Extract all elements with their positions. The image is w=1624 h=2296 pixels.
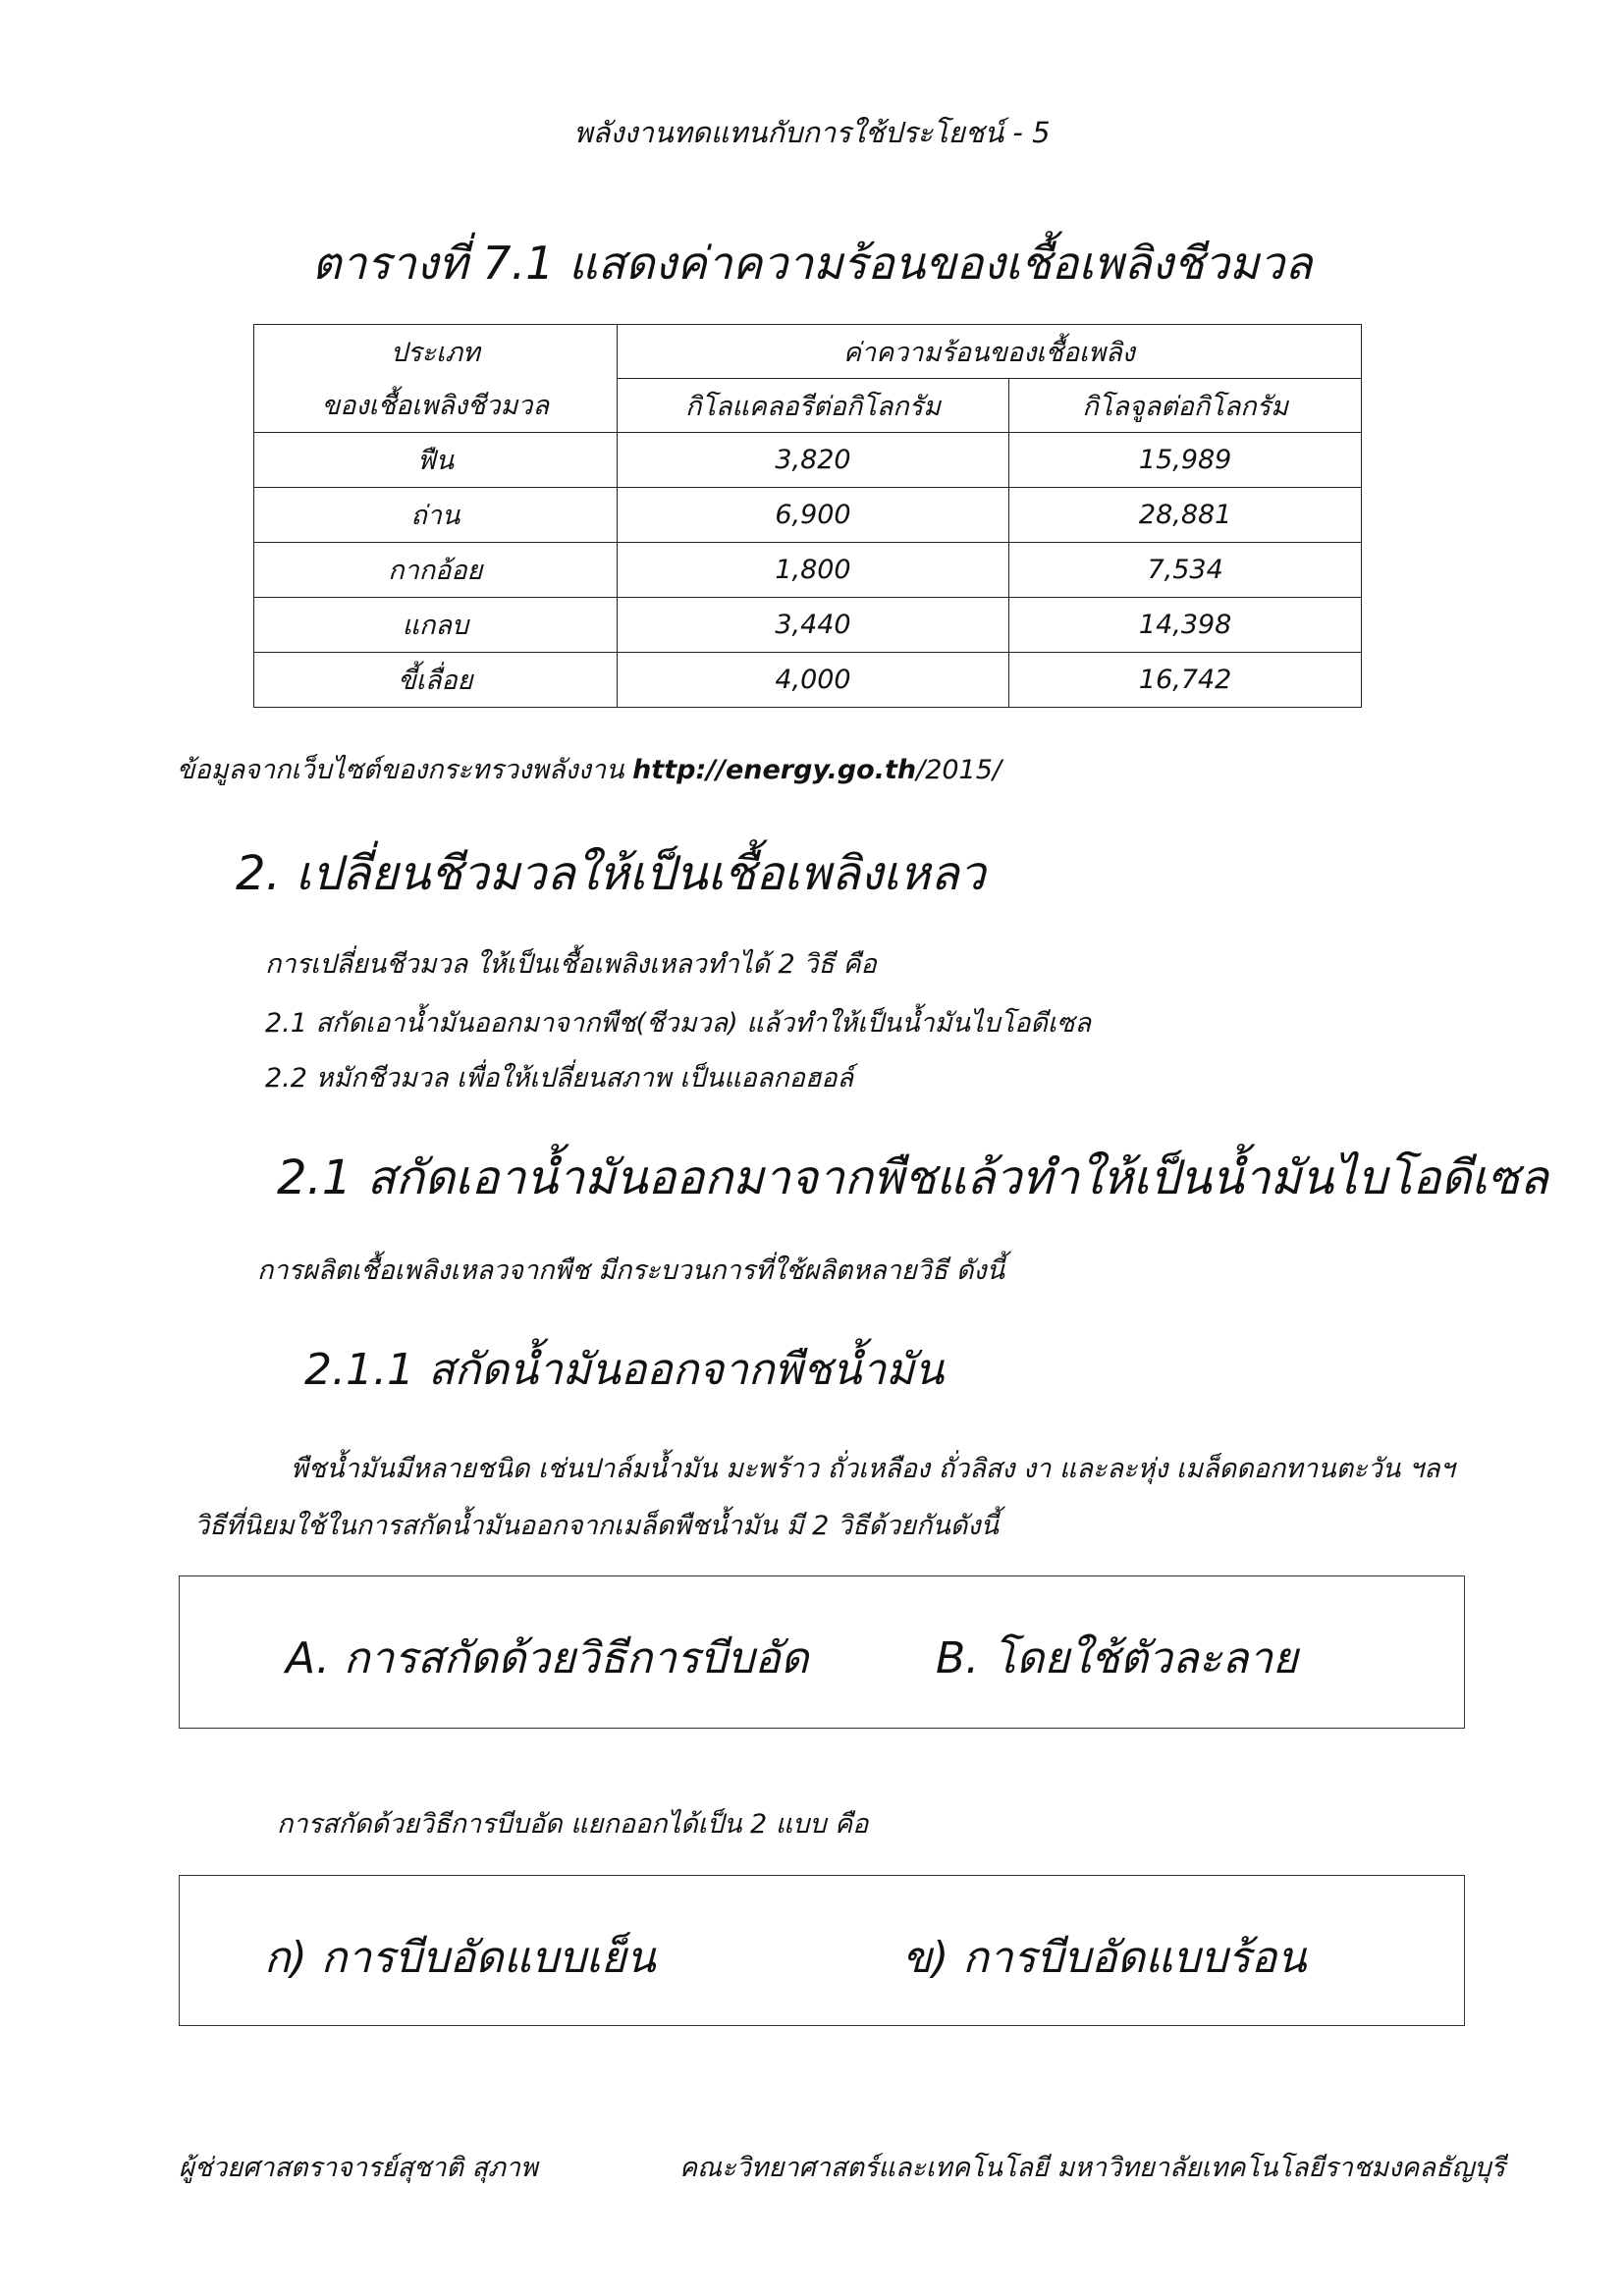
paragraph-line: พืชน้ำมันมีหลายชนิด เช่นปาล์มน้ำมัน มะพร้าว ถั่วเหลือง ถั่วลิสง งา และละหุ่ง เมล็ดดอกทานตะวัน ฯลฯ — [291, 1454, 1455, 1484]
method-b-label: B. โดยใช้ตัวละลาย — [936, 1633, 1298, 1683]
cell-kcal: 4,000 — [617, 653, 1009, 708]
hot-press-label: ข) การบีบอัดแบบร้อน — [902, 1933, 1307, 1983]
cell-kcal: 3,820 — [617, 433, 1009, 488]
cell-type: ขี้เลื่อย — [254, 653, 618, 708]
source-url: http://energy.go.th — [632, 755, 917, 785]
footer-institution: คณะวิทยาศาสตร์และเทคโนโลยี มหาวิทยาลัยเทคโนโลยีราชมงคลธัญบุรี — [679, 2153, 1505, 2183]
cell-kcal: 1,800 — [617, 543, 1009, 598]
cell-kj: 16,742 — [1009, 653, 1362, 708]
col-header-heat-value: ค่าความร้อนของเชื้อเพลิง — [617, 325, 1361, 379]
cell-kj: 28,881 — [1009, 488, 1362, 543]
method-a-label: A. การสกัดด้วยวิธีการบีบอัด — [286, 1633, 809, 1683]
table-header-row — [254, 325, 1362, 379]
cell-type: ฟืน — [254, 433, 618, 488]
source-note — [177, 748, 1001, 790]
section-2-heading: 2. เปลี่ยนชีวมวลให้เป็นเชื้อเพลิงเหลว — [236, 846, 986, 901]
table-row — [254, 488, 1362, 543]
list-item: 2.2 หมักชีวมวล เพื่อให้เปลี่ยนสภาพ เป็นแอลกอฮอล์ — [265, 1063, 854, 1094]
paragraph-line: วิธีที่นิยมใช้ในการสกัดน้ำมันออกจากเมล็ดพืชน้ำมัน มี 2 วิธีด้วยกันดังนี้ — [194, 1511, 999, 1541]
running-header: พลังงานทดแทนกับการใช้ประโยชน์ - 5 — [573, 116, 1051, 149]
heating-value-table — [253, 324, 1362, 708]
cell-kj: 14,398 — [1009, 598, 1362, 653]
cell-kj: 15,989 — [1009, 433, 1362, 488]
table-title: ตารางที่ 7.1 แสดงค่าความร้อนของเชื้อเพลิงชีวมวล — [311, 237, 1313, 290]
cell-type: กากอ้อย — [254, 543, 618, 598]
table-row — [254, 433, 1362, 488]
section-2-intro: การเปลี่ยนชีวมวล ให้เป็นเชื้อเพลิงเหลวทำได้ 2 วิธี คือ — [265, 949, 877, 980]
section-2-1-text: การผลิตเชื้อเพลิงเหลวจากพืช มีกระบวนการที่ใช้ผลิตหลายวิธี ดังนี้ — [257, 1255, 1005, 1286]
footer-author: ผู้ช่วยศาสตราจารย์สุชาติ สุภาพ — [179, 2153, 538, 2183]
list-item: 2.1 สกัดเอาน้ำมันออกมาจากพืช(ชีวมวล) แล้วทำให้เป็นน้ำมันไบโอดีเซล — [265, 1008, 1092, 1039]
section-2-1-1-heading: 2.1.1 สกัดน้ำมันออกจากพืชน้ำมัน — [304, 1345, 945, 1395]
cell-kcal: 3,440 — [617, 598, 1009, 653]
col-header-kcal: กิโลแคลอรีต่อกิโลกรัม — [617, 379, 1009, 433]
table-row — [254, 653, 1362, 708]
method-options-box — [179, 1575, 1465, 1729]
table-row — [254, 543, 1362, 598]
press-methods-text: การสกัดด้วยวิธีการบีบอัด แยกออกได้เป็น 2 แบบ คือ — [277, 1809, 869, 1840]
cell-type: แกลบ — [254, 598, 618, 653]
table-row — [254, 598, 1362, 653]
col-header-kj: กิโลจูลต่อกิโลกรัม — [1009, 379, 1362, 433]
col-header-type-line2: ของเชื้อเพลิงชีวมวล — [254, 379, 618, 433]
cell-type: ถ่าน — [254, 488, 618, 543]
cold-press-label: ก) การบีบอัดแบบเย็น — [264, 1933, 656, 1983]
col-header-type-line1: ประเภท — [254, 325, 618, 379]
source-year: /2015/ — [916, 755, 1001, 785]
press-types-box — [179, 1875, 1465, 2026]
source-text: ข้อมูลจากเว็บไซต์ของกระทรวงพลังงาน — [177, 755, 633, 785]
section-2-1-heading: 2.1 สกัดเอาน้ำมันออกมาจากพืชแล้วทำให้เป็นน้ำมันไบโอดีเซล — [277, 1150, 1548, 1205]
cell-kj: 7,534 — [1009, 543, 1362, 598]
table-header-row — [254, 379, 1362, 433]
cell-kcal: 6,900 — [617, 488, 1009, 543]
